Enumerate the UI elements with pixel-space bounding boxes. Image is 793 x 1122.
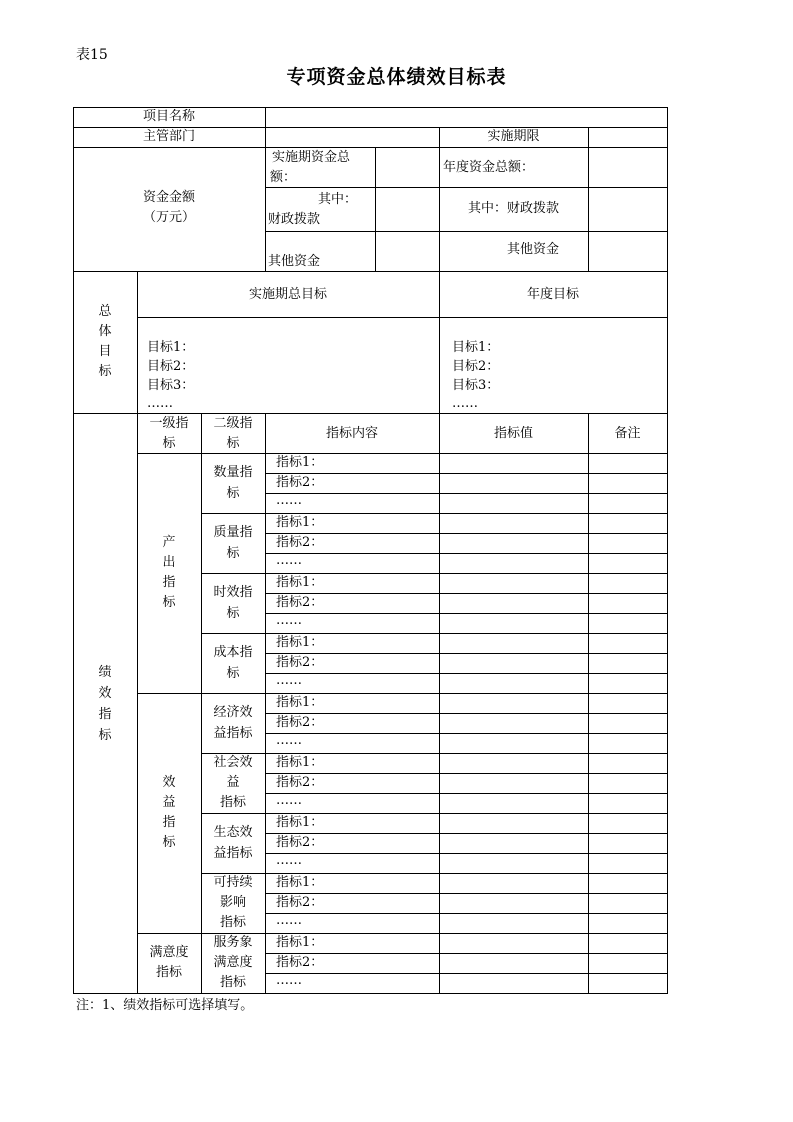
overall-goal-char: 总 — [98, 304, 112, 319]
performance-char: 指 — [98, 707, 112, 722]
annual-goal-item[interactable]: 目标2： — [452, 359, 500, 374]
indicator-item[interactable]: 指标1： — [276, 935, 324, 950]
period-total-funds-label-2: 额： — [270, 170, 297, 185]
quantity-indicator: 数量指 — [213, 465, 253, 480]
overall-goal-char: 标 — [98, 364, 112, 379]
indicator-item[interactable]: 指标2： — [276, 655, 324, 670]
indicator-item: …… — [276, 913, 302, 928]
period-fiscal-label: 其中： — [318, 192, 358, 207]
performance-char: 绩 — [98, 665, 112, 680]
page-title: 专项资金总体绩效目标表 — [286, 66, 507, 88]
indicator-item[interactable]: 指标2： — [276, 535, 324, 550]
annual-goal-item[interactable]: 目标1： — [452, 340, 500, 355]
project-name-value[interactable] — [266, 108, 667, 127]
indicator-item[interactable]: 指标2： — [276, 895, 324, 910]
annual-other-funds-value[interactable] — [589, 232, 667, 271]
indicator-item[interactable]: 指标2： — [276, 475, 324, 490]
timeliness-indicator: 时效指 — [213, 585, 253, 600]
level1-header: 一级指 — [149, 416, 189, 431]
indicator-item[interactable]: 指标1： — [276, 575, 324, 590]
period-goal-item: …… — [147, 396, 173, 411]
indicator-item[interactable]: 指标1： — [276, 455, 324, 470]
performance-char: 标 — [98, 728, 112, 743]
period-other-funds-label: 其他资金 — [268, 254, 321, 269]
level2-header: 二级指 — [213, 416, 253, 431]
output-indicator-char: 产 — [162, 535, 176, 550]
indicator-item[interactable]: 指标1： — [276, 755, 324, 770]
quality-indicator: 质量指 — [213, 525, 253, 540]
sustainability-indicator-2: 影响 — [219, 895, 246, 910]
cost-indicator: 成本指 — [213, 645, 253, 660]
level2-header-2: 标 — [226, 436, 240, 451]
department-label: 主管部门 — [142, 129, 195, 144]
table-number: 表15 — [76, 47, 108, 63]
benefit-indicator-char: 效 — [162, 775, 176, 790]
output-indicator-char: 出 — [162, 555, 176, 570]
project-name-label: 项目名称 — [142, 109, 195, 124]
overall-goal-char: 目 — [98, 344, 112, 359]
annual-goal-item: …… — [452, 396, 478, 411]
output-indicator-char: 标 — [162, 595, 176, 610]
cost-indicator-2: 标 — [226, 666, 240, 681]
period-goal-item[interactable]: 目标2： — [147, 359, 195, 374]
department-value[interactable] — [266, 128, 439, 147]
period-other-funds-value[interactable] — [376, 232, 439, 271]
indicator-item: …… — [276, 673, 302, 688]
economic-benefit-indicator: 经济效 — [213, 705, 253, 720]
annual-goal-item[interactable]: 目标3： — [452, 378, 500, 393]
indicator-item[interactable]: 指标2： — [276, 595, 324, 610]
satisfaction-indicator-label-2: 指标 — [155, 965, 182, 980]
annual-fiscal-value[interactable] — [589, 188, 667, 231]
overall-goal-char: 体 — [98, 324, 112, 339]
ecological-benefit-indicator: 生态效 — [213, 825, 253, 840]
indicator-item: …… — [276, 733, 302, 748]
indicator-item: …… — [276, 853, 302, 868]
period-total-funds-value[interactable] — [376, 148, 439, 187]
indicator-item: …… — [276, 493, 302, 508]
quality-indicator-2: 标 — [226, 546, 240, 561]
benefit-indicator-char: 益 — [162, 795, 176, 810]
period-goal-item[interactable]: 目标1： — [147, 340, 195, 355]
social-benefit-indicator-3: 指标 — [219, 795, 246, 810]
level1-header-2: 标 — [162, 436, 176, 451]
indicator-item[interactable]: 指标2： — [276, 715, 324, 730]
indicator-item[interactable]: 指标2： — [276, 835, 324, 850]
indicator-item: …… — [276, 793, 302, 808]
period-goal-header: 实施期总目标 — [248, 287, 327, 302]
period-value[interactable] — [589, 128, 667, 147]
period-fiscal-value[interactable] — [376, 188, 439, 231]
benefit-indicator-char: 标 — [162, 835, 176, 850]
fund-amount-unit: （万元） — [142, 210, 195, 225]
benefit-indicator-char: 指 — [162, 815, 176, 830]
content-header: 指标内容 — [325, 426, 378, 441]
indicator-item[interactable]: 指标1： — [276, 515, 324, 530]
social-benefit-indicator: 社会效 — [213, 755, 253, 770]
satisfaction-indicator-label: 满意度 — [149, 945, 189, 960]
annual-fiscal-label: 其中：财政拨款 — [467, 201, 559, 216]
period-fiscal-label-2: 财政拨款 — [268, 212, 321, 227]
indicator-item[interactable]: 指标1： — [276, 815, 324, 830]
period-goal-item[interactable]: 目标3： — [147, 378, 195, 393]
annual-other-funds-label: 其他资金 — [507, 242, 560, 257]
sustainability-indicator-3: 指标 — [219, 915, 246, 930]
indicator-item: …… — [276, 973, 302, 988]
period-total-funds-label: 实施期资金总 — [272, 150, 351, 165]
timeliness-indicator-2: 标 — [226, 606, 240, 621]
indicator-item[interactable]: 指标1： — [276, 875, 324, 890]
indicator-item[interactable]: 指标2： — [276, 955, 324, 970]
indicator-item[interactable]: 指标2： — [276, 775, 324, 790]
sustainability-indicator: 可持续 — [213, 875, 253, 890]
service-satisfaction-indicator-2: 满意度 — [213, 955, 253, 970]
performance-char: 效 — [98, 686, 112, 701]
service-satisfaction-indicator: 服务象 — [213, 935, 253, 950]
annual-goal-header: 年度目标 — [526, 287, 579, 302]
indicator-item: …… — [276, 613, 302, 628]
service-satisfaction-indicator-3: 指标 — [219, 975, 246, 990]
fund-amount-label: 资金金额 — [142, 190, 195, 205]
value-header: 指标值 — [493, 426, 533, 441]
remarks-header: 备注 — [614, 426, 641, 441]
annual-total-funds-label: 年度资金总额： — [443, 160, 535, 175]
indicator-item[interactable]: 指标1： — [276, 635, 324, 650]
annual-total-funds-value[interactable] — [589, 148, 667, 187]
indicator-item[interactable]: 指标1： — [276, 695, 324, 710]
social-benefit-indicator-2: 益 — [226, 775, 240, 790]
period-label: 实施期限 — [487, 129, 540, 144]
economic-benefit-indicator-2: 益指标 — [213, 726, 253, 741]
output-indicator-char: 指 — [162, 575, 176, 590]
quantity-indicator-2: 标 — [226, 486, 240, 501]
indicator-item: …… — [276, 553, 302, 568]
ecological-benefit-indicator-2: 益指标 — [213, 846, 253, 861]
footnote: 注：1、绩效指标可选择填写。 — [76, 998, 254, 1013]
